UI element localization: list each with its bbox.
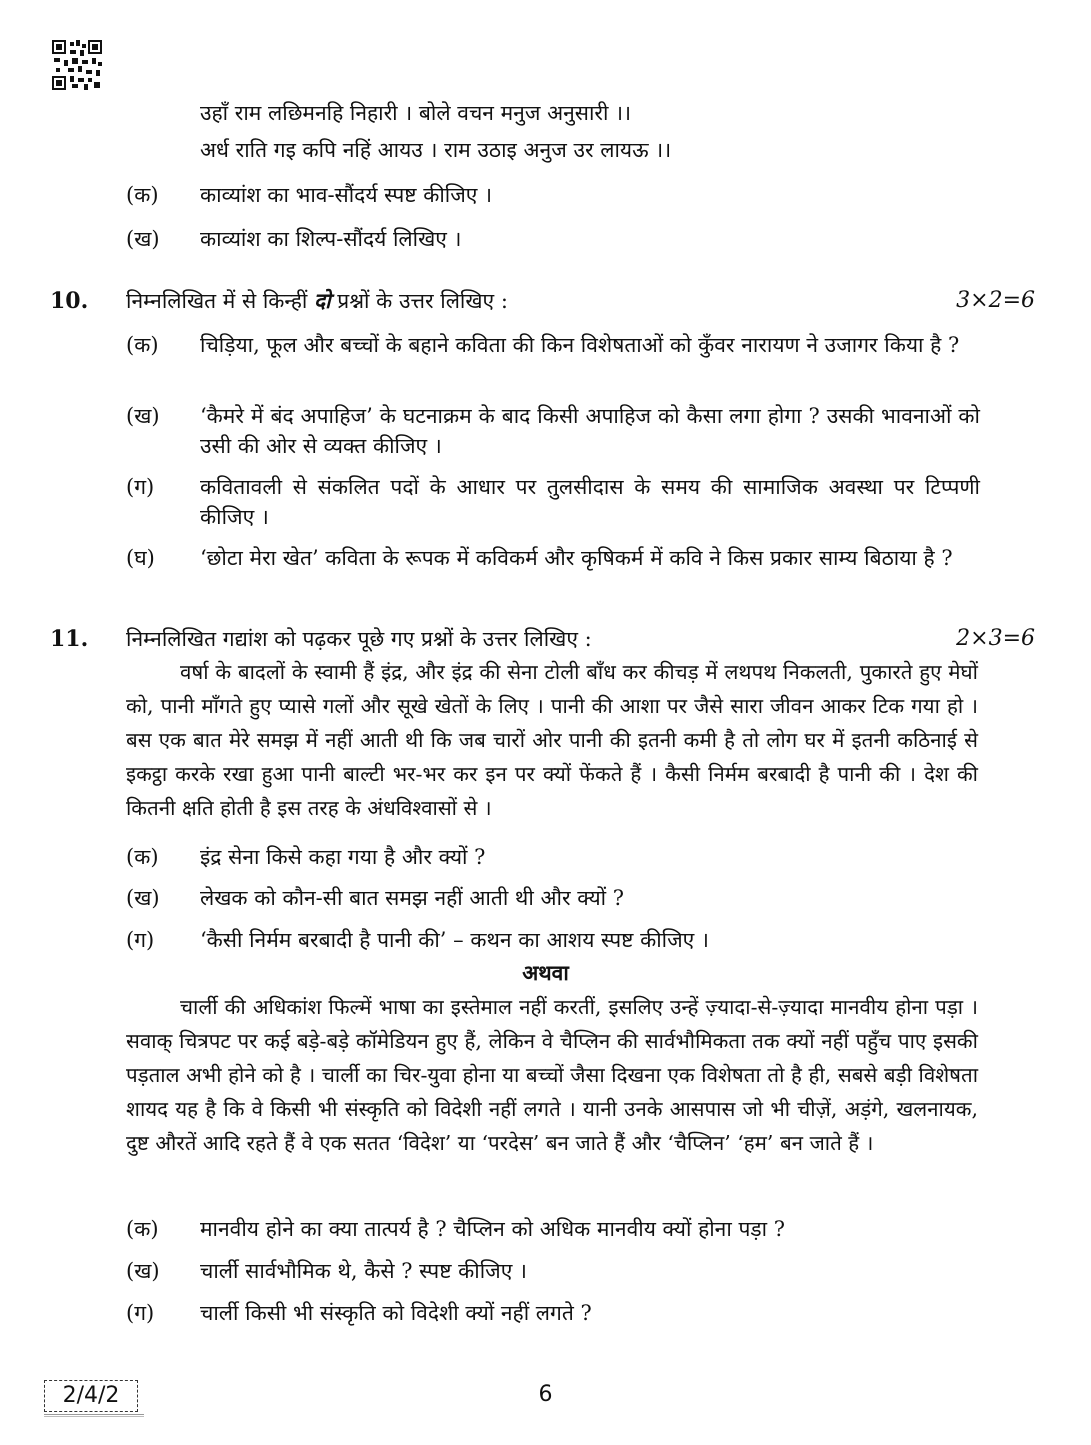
- q10-item-text: ‘कैमरे में बंद अपाहिज’ के घटनाक्रम के बाद किसी अपाहिज को कैसा लगा होगा ? उसकी भावनाओं को उसी की ओर से व्यक्त कीजिए ।: [200, 404, 980, 458]
- question-intro: निम्नलिखित गद्यांश को पढ़कर पूछे गए प्रश्नों के उत्तर लिखिए :: [126, 627, 592, 651]
- q11-item-label: (क): [126, 845, 159, 869]
- q10-item-label: (ख): [126, 404, 160, 428]
- q10-item-label: (ग): [126, 475, 155, 499]
- q10-item-label: (घ): [126, 546, 155, 570]
- or-heading: अथवा: [522, 960, 569, 985]
- question-number: 10.: [50, 288, 89, 314]
- q11-item-label: (क): [126, 1217, 159, 1241]
- q9-item-label: (क): [126, 183, 159, 207]
- verse-line-2: अर्ध राति गइ कपि नहिं आयउ । राम उठाइ अनुज उर लायऊ ।।: [200, 138, 672, 162]
- q11-item-label: (ख): [126, 886, 160, 910]
- paper-code: 2/4/2: [44, 1380, 138, 1412]
- q11-item-text: मानवीय होने का क्या तात्पर्य है ? चैप्लिन को अधिक मानवीय क्यों होना पड़ा ?: [200, 1217, 785, 1241]
- q9-item-label: (ख): [126, 227, 160, 251]
- question-intro: निम्नलिखित में से किन्हीं दो प्रश्नों के उत्तर लिखिए :: [126, 288, 508, 313]
- question-number: 11.: [50, 626, 89, 652]
- q11-item-label: (ग): [126, 1301, 155, 1325]
- q11-item-text: चार्ली किसी भी संस्कृति को विदेशी क्यों नहीं लगते ?: [200, 1301, 592, 1325]
- code-strip-icon: [44, 1413, 144, 1418]
- q10-item-text: कवितावली से संकलित पदों के आधार पर तुलसीदास के समय की सामाजिक अवस्था पर टिप्पणी कीजिए ।: [200, 475, 980, 529]
- q10-item-label: (क): [126, 333, 159, 357]
- q11-item-text: ‘कैसी निर्मम बरबादी है पानी की’ – कथन का आशय स्पष्ट कीजिए ।: [200, 928, 709, 952]
- q11-item-text: चार्ली सार्वभौमिक थे, कैसे ? स्पष्ट कीजिए ।: [200, 1259, 528, 1283]
- q11-item-label: (ग): [126, 928, 155, 952]
- question-marks: 3×2=6: [956, 288, 1035, 313]
- q11-item-text: इंद्र सेना किसे कहा गया है और क्यों ?: [200, 845, 486, 869]
- passage: वर्षा के बादलों के स्वामी हैं इंद्र, और इंद्र की सेना टोली बाँध कर कीचड़ में लथपथ निकलती, पुकारते हुए मेघों को, पानी माँगते हुए प्यासे गलों और सूखे खेतों के लिए । पानी की आशा पर जैसे सारा जीवन आकर टिक गया हो । बस एक बात मेरे समझ में नहीं आती थी कि जब चारों ओर पानी की इतनी कमी है तो लोग घर में इतनी कठिनाई से इकट्ठा करके रखा हुआ पानी बाल्टी भर-भर कर इन पर क्यों फेंकते हैं । कैसी निर्मम बरबादी है पानी की । देश की कितनी क्षति होती है इस तरह के अंधविश्वासों से ।: [126, 660, 978, 820]
- question-marks: 2×3=6: [956, 626, 1035, 651]
- page-number: 6: [538, 1382, 553, 1407]
- q9-item-text: काव्यांश का शिल्प-सौंदर्य लिखिए ।: [200, 227, 462, 251]
- q11-item-label: (ख): [126, 1259, 160, 1283]
- passage: चार्ली की अधिकांश फिल्में भाषा का इस्तेमाल नहीं करतीं, इसलिए उन्हें ज़्यादा-से-ज़्यादा मानवीय होना पड़ा । सवाक् चित्रपट पर कई बड़े-बड़े कॉमेडियन हुए हैं, लेकिन वे चैप्लिन की सार्वभौमिकता तक क्यों नहीं पहुँच पाए इसकी पड़ताल अभी होने को है । चार्ली का चिर-युवा होना या बच्चों जैसा दिखना एक विशेषता तो है ही, सबसे बड़ी विशेषता शायद यह है कि वे किसी भी संस्कृति को विदेशी नहीं लगते । यानी उनके आसपास जो भी चीज़ें, अड़ंगे, खलनायक, दुष्ट औरतें आदि रहते हैं वे एक सतत ‘विदेश’ या ‘परदेस’ बन जाते हैं और ‘चैप्लिन’ ‘हम’ बन जाते हैं ।: [126, 995, 978, 1155]
- qr-code-icon: [52, 40, 102, 90]
- q11-item-text: लेखक को कौन-सी बात समझ नहीं आती थी और क्यों ?: [200, 886, 625, 910]
- verse-line-1: उहाँ राम लछिमनहि निहारी । बोले वचन मनुज अनुसारी ।।: [200, 101, 632, 125]
- q10-item-text: ‘छोटा मेरा खेत’ कविता के रूपक में कविकर्म और कृषिकर्म में कवि ने किस प्रकार साम्य बिठाया है ?: [200, 546, 953, 570]
- q9-item-text: काव्यांश का भाव-सौंदर्य स्पष्ट कीजिए ।: [200, 183, 493, 207]
- q10-item-text: चिड़िया, फूल और बच्चों के बहाने कविता की किन विशेषताओं को कुँवर नारायण ने उजागर किया है ?: [200, 333, 960, 357]
